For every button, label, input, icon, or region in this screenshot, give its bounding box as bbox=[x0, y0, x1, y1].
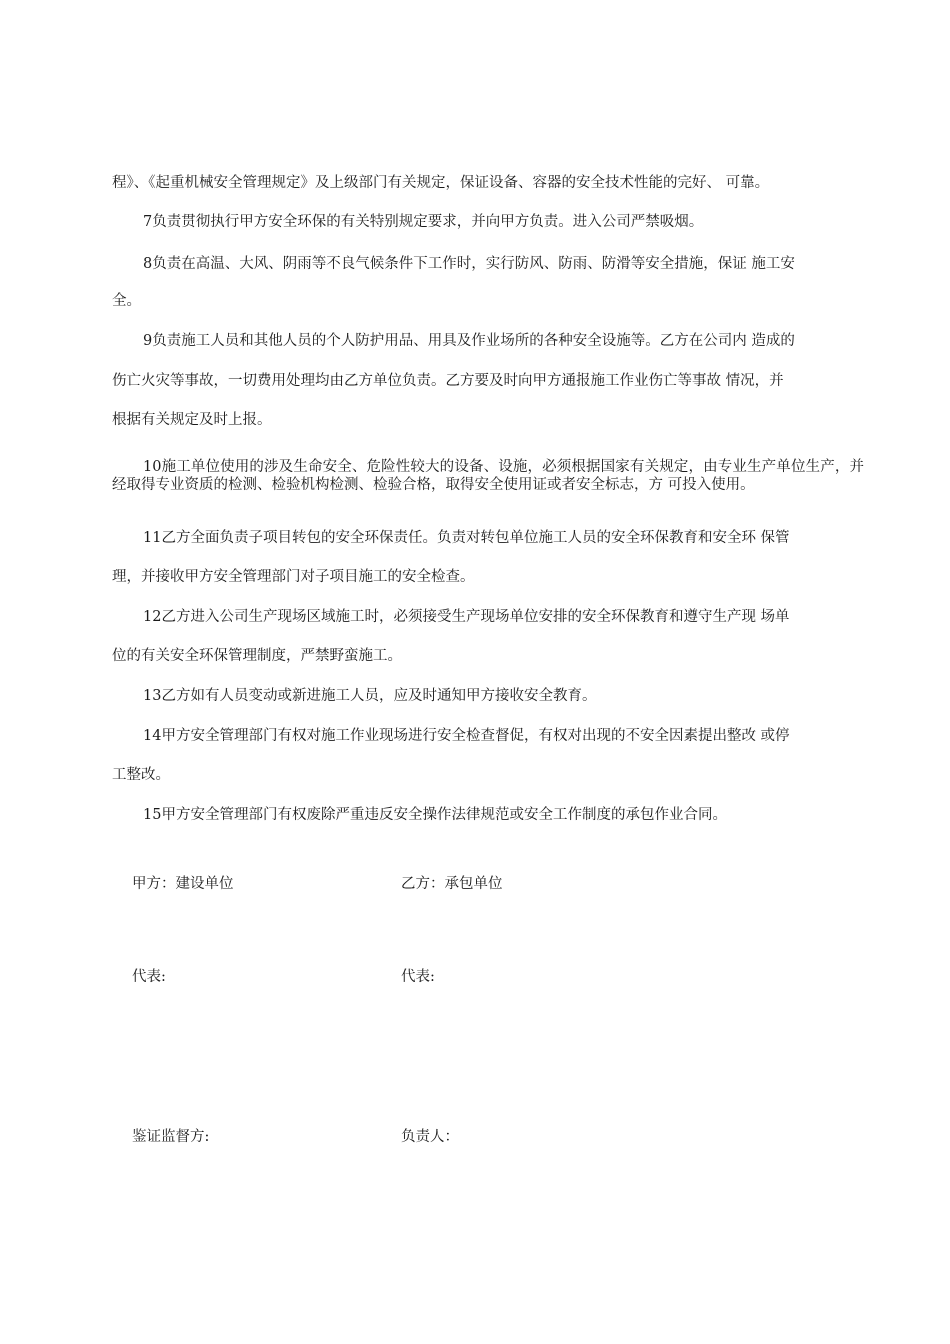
party-b-label: 乙方：承包单位 bbox=[401, 876, 503, 892]
paragraph-9-line-2: 伤亡火灾等事故，一切费用处理均由乙方单位负责。乙方要及时向甲方通报施工作业伤亡等事故 情况，并 bbox=[112, 373, 784, 389]
paragraph-7: 7负责贯彻执行甲方安全环保的有关特别规定要求，并向甲方负责。进入公司严禁吸烟。 bbox=[143, 214, 704, 230]
paragraph-11-line-1: 11乙方全面负责子项目转包的安全环保责任。负责对转包单位施工人员的安全环保教育和安全环 保管 bbox=[143, 530, 790, 546]
party-a-label: 甲方：建设单位 bbox=[132, 876, 234, 892]
paragraph-14-line-1: 14甲方安全管理部门有权对施工作业现场进行安全检查督促，有权对出现的不安全因素提出整改 或停 bbox=[143, 728, 790, 744]
representative-a-label: 代表: bbox=[132, 969, 166, 985]
paragraph-13: 13乙方如有人员变动或新进施工人员，应及时通知甲方接收安全教育。 bbox=[143, 688, 597, 704]
paragraph-15: 15甲方安全管理部门有权废除严重违反安全操作法律规范或安全工作制度的承包作业合同。 bbox=[143, 807, 727, 823]
supervisor-label: 鉴证监督方: bbox=[132, 1129, 210, 1145]
paragraph-9-line-1: 9负责施工人员和其他人员的个人防护用品、用具及作业场所的各种安全设施等。乙方在公司内 造成的 bbox=[143, 333, 795, 349]
paragraph-11-line-2: 理，并接收甲方安全管理部门对子项目施工的安全检查。 bbox=[112, 569, 475, 585]
representative-b-label: 代表: bbox=[401, 969, 435, 985]
paragraph-8-line-2: 全。 bbox=[112, 293, 141, 309]
paragraph-8-line-1: 8负责在高温、大风、阴雨等不良气候条件下工作时，实行防风、防雨、防滑等安全措施，保证 施工安 bbox=[143, 256, 795, 272]
paragraph-9-line-3: 根据有关规定及时上报。 bbox=[112, 412, 272, 428]
paragraph-12-line-1: 12乙方进入公司生产现场区域施工时，必须接受生产现场单位安排的安全环保教育和遵守生产现 场单 bbox=[143, 609, 790, 625]
paragraph-6-continuation: 程》、《起重机械安全管理规定》及上级部门有关规定，保证设备、容器的安全技术性能的完好、 可靠。 bbox=[112, 175, 770, 191]
responsible-person-label: 负责人： bbox=[401, 1129, 459, 1145]
paragraph-10: 10施工单位使用的涉及生命安全、危险性较大的设备、设施，必须根据国家有关规定，由专业生产单位生产，并经取得专业资质的检测、检验机构检测、检验合格，取得安全使用证或者安全标志，方 可投入使用。 bbox=[112, 459, 864, 493]
paragraph-14-line-2: 工整改。 bbox=[112, 767, 170, 783]
paragraph-12-line-2: 位的有关安全环保管理制度，严禁野蛮施工。 bbox=[112, 648, 402, 664]
